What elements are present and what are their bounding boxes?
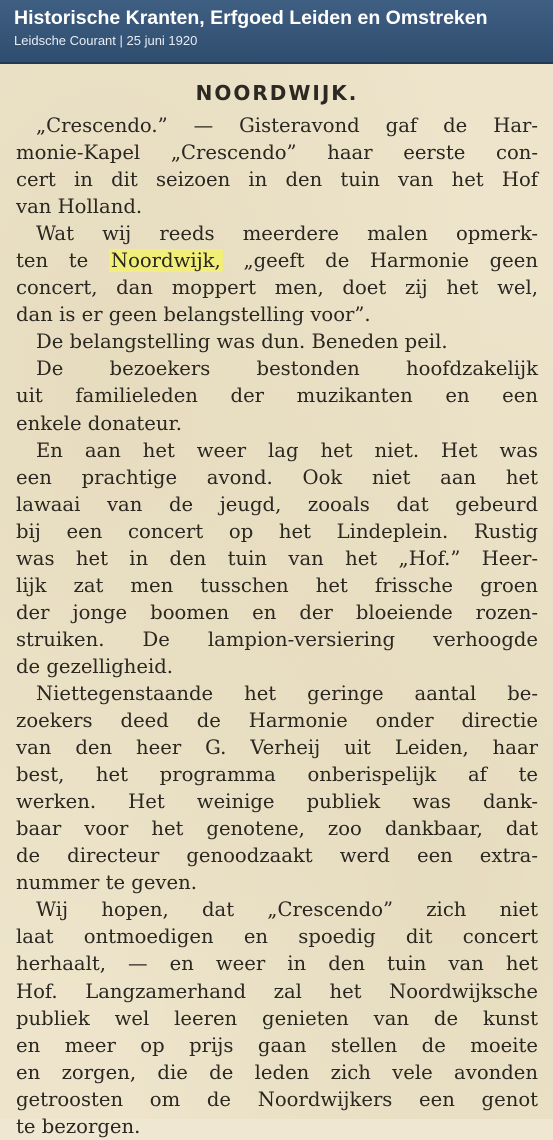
- article-line: concert, dan moppert men, doet zij het wel,: [16, 276, 538, 300]
- line-text: „geeft de Harmonie geen: [222, 249, 538, 273]
- article-line: monie-Kapel „Crescendo” haar eerste con-: [16, 141, 538, 165]
- article-line: nummer te geven.: [16, 871, 197, 895]
- article-line: enkele donateur.: [16, 411, 182, 435]
- article-line: van Holland.: [16, 195, 143, 219]
- article-line: lawaai van de jeugd, zooals dat gebeurd: [16, 492, 538, 516]
- newspaper-date-caption: Leidsche Courant | 25 juni 1920: [14, 33, 198, 48]
- article: [16, 78, 538, 1140]
- article-line: een prachtige avond. Ook niet aan het: [16, 465, 538, 489]
- article-line: bij een concert op het Lindeplein. Rustig: [16, 519, 538, 543]
- article-line: cert in dit seizoen in den tuin van het Hof: [16, 168, 538, 192]
- article-line: best, het programma onberispelijk af te: [16, 763, 538, 787]
- article-line: herhaalt, — en weer in den tuin van het: [16, 952, 538, 976]
- search-hit-highlight: Noordwijk,: [110, 249, 221, 273]
- article-line: baar voor het genotene, zoo dankbaar, dat: [16, 817, 538, 841]
- article-line: zoekers deed de Harmonie onder directie: [16, 709, 538, 733]
- article-line: der jonge boomen en der bloeiende rozen-: [16, 600, 538, 624]
- article-line: Hof. Langzamerhand zal het Noordwijksche: [16, 979, 538, 1003]
- article-line: struiken. De lampion-versiering verhoogde: [16, 627, 538, 651]
- article-line: werken. Het weinige publiek was dank-: [16, 790, 538, 814]
- article-line: de directeur genoodzaakt werd een extra-: [16, 844, 538, 868]
- article-line: te bezorgen.: [16, 1114, 141, 1138]
- article-line: was het in den tuin van het „Hof.” Heer-: [16, 546, 538, 570]
- article-line: [16, 247, 538, 274]
- article-line: publiek wel leeren genieten van de kunst: [16, 1006, 538, 1030]
- article-body: [16, 112, 538, 1140]
- article-line: en zorgen, die de leden zich vele avonden: [16, 1060, 538, 1084]
- newspaper-clipping: [0, 64, 553, 1138]
- article-line: lijk zat men tusschen het frissche groen: [16, 573, 538, 597]
- article-line: uit familieleden der muzikanten en een: [16, 384, 538, 408]
- article-line: De belangstelling was dun. Beneden peil.: [36, 330, 448, 354]
- article-line: getroosten om de Noordwijkers een genot: [16, 1087, 538, 1111]
- viewer-header: [0, 0, 553, 64]
- article-line: Wat wij reeds meerdere malen opmerk-: [36, 222, 538, 246]
- line-text: ten te: [16, 249, 109, 273]
- article-line: van den heer G. Verheij uit Leiden, haar: [16, 736, 538, 760]
- collection-title[interactable]: Historische Kranten, Erfgoed Leiden en Omstreken: [14, 7, 488, 29]
- article-line: en meer op prijs gaan stellen de moeite: [16, 1033, 538, 1057]
- article-line: dan is er geen belangstelling voor”.: [16, 303, 371, 327]
- article-heading: NOORDWIJK.: [195, 81, 359, 105]
- article-line: „Crescendo.” — Gisteravond gaf de Har-: [36, 114, 538, 137]
- article-line: De bezoekers bestonden hoofdzakelijk: [36, 357, 538, 381]
- article-line: laat ontmoedigen en spoedig dit concert: [16, 925, 538, 949]
- article-line: Wij hopen, dat „Crescendo” zich niet: [36, 898, 538, 922]
- article-line: de gezelligheid.: [16, 654, 174, 678]
- article-line: En aan het weer lag het niet. Het was: [36, 438, 538, 462]
- article-line: Niettegenstaande het geringe aantal be-: [36, 681, 538, 705]
